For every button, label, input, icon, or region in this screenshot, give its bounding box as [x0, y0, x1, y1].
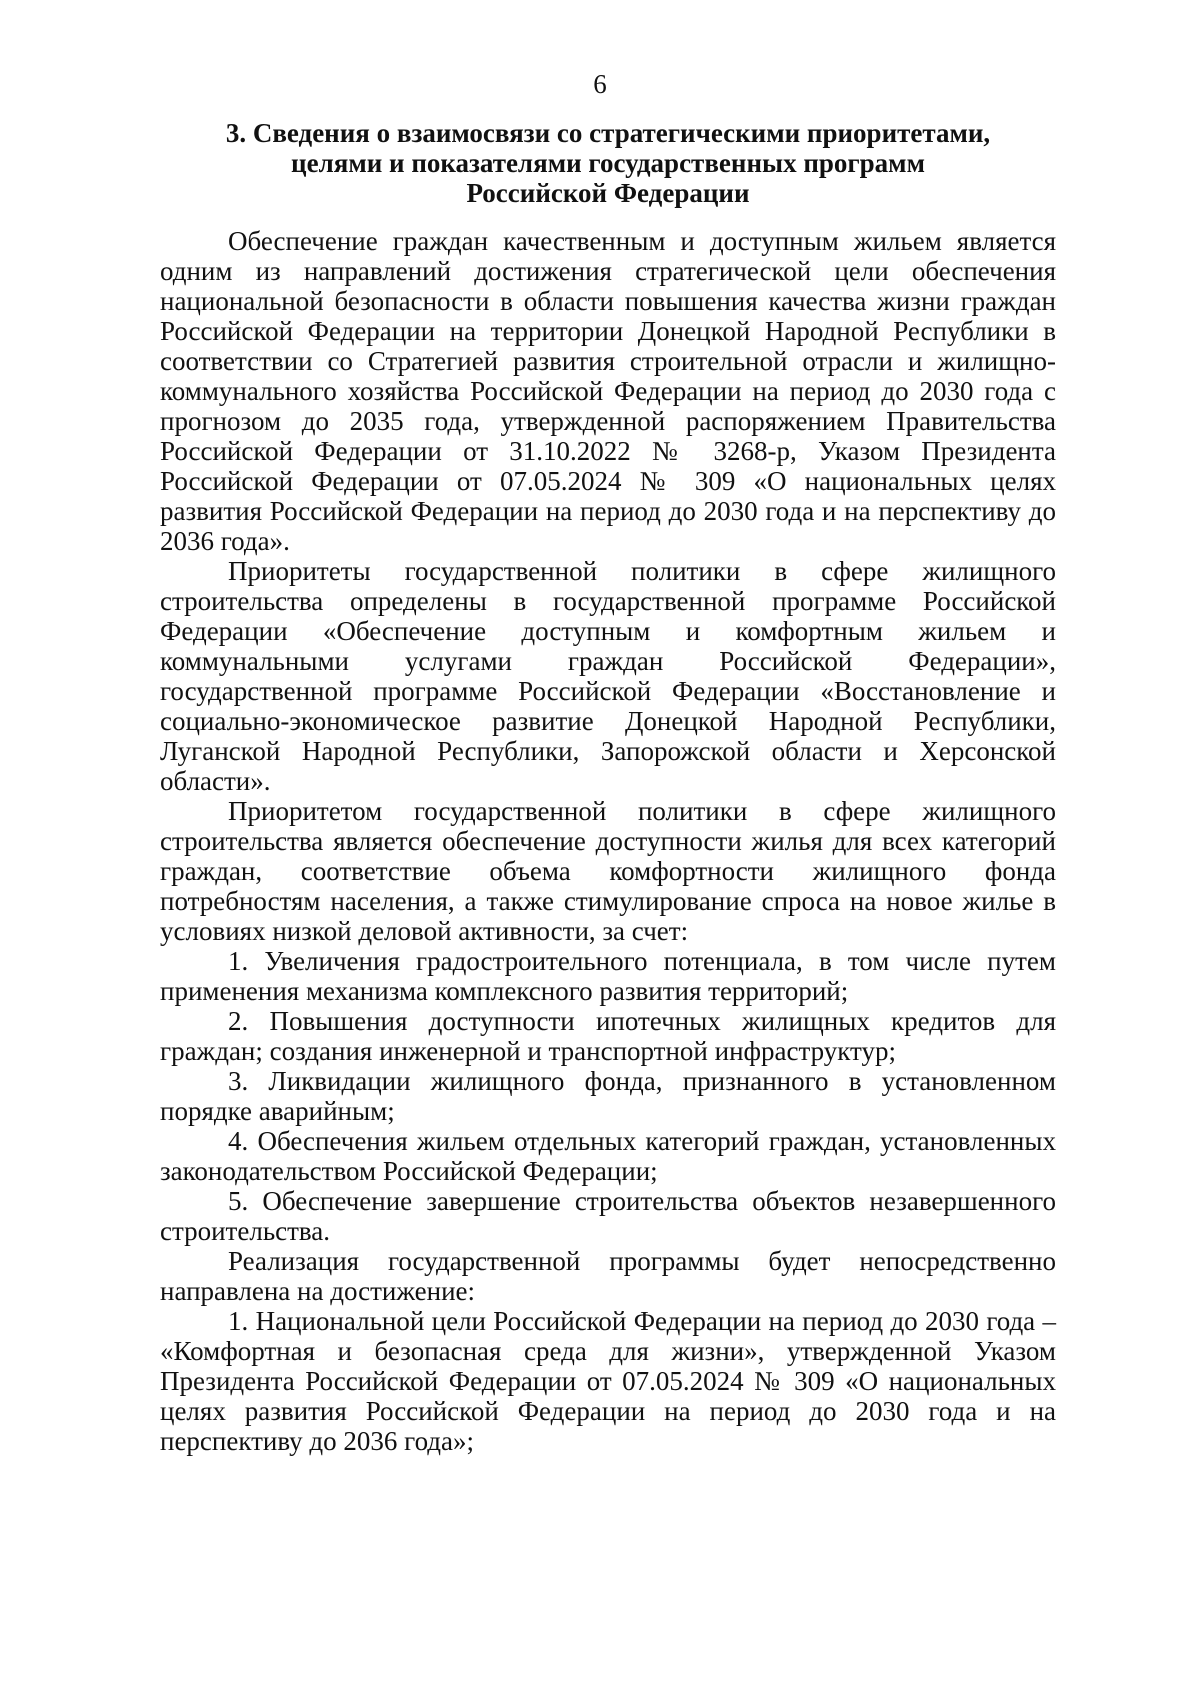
paragraph-strategic-goal: Обеспечение граждан качественным и доступным жильем является одним из направлений достижения стратегической цели обеспечения национальной безопасности в области повышения качества жизни граждан Российской Федерации на территории Донецкой Народной Республики в соответствии со Стратегией развития строительной отрасли и жилищно-коммунального хозяйства Российской Федерации на период до 2030 года с прогнозом до 2035 года, утвержденной распоряжением Правительства Российской Федерации от 31.10.2022 № 3268-р, Указом Президента Российской Федерации от 07.05.2024 № 309 «О национальных целях развития Российской Федерации на период до 2030 года и на перспективу до 2036 года».	[160, 226, 1056, 556]
list-item-2: 2. Повышения доступности ипотечных жилищных кредитов для граждан; создания инженерной и транспортной инфраструктур;	[160, 1006, 1056, 1066]
paragraph-program-implementation: Реализация государственной программы будет непосредственно направлена на достижение:	[160, 1246, 1056, 1306]
document-body	[160, 226, 1056, 1456]
section-title-line-3: Российской Федерации	[466, 178, 750, 208]
section-title	[160, 118, 1056, 208]
list-item-4: 4. Обеспечения жильем отдельных категорий граждан, установленных законодательством Российской Федерации;	[160, 1126, 1056, 1186]
list-item-5: 5. Обеспечение завершение строительства объектов незавершенного строительства.	[160, 1186, 1056, 1246]
paragraph-policy-priority: Приоритетом государственной политики в сфере жилищного строительства является обеспечение доступности жилья для всех категорий граждан, соответствие объема комфортности жилищного фонда потребностям населения, а также стимулирование спроса на новое жилье в условиях низкой деловой активности, за счет:	[160, 796, 1056, 946]
goal-item-1: 1. Национальной цели Российской Федерации на период до 2030 года – «Комфортная и безопасная среда для жизни», утвержденной Указом Президента Российской Федерации от 07.05.2024 № 309 «О национальных целях развития Российской Федерации на период до 2030 года и на перспективу до 2036 года»;	[160, 1306, 1056, 1456]
paragraph-policy-priorities: Приоритеты государственной политики в сфере жилищного строительства определены в государственной программе Российской Федерации «Обеспечение доступным и комфортным жильем и коммунальными услугами граждан Российской Федерации», государственной программе Российской Федерации «Восстановление и социально-экономическое развитие Донецкой Народной Республики, Луганской Народной Республики, Запорожской области и Херсонской области».	[160, 556, 1056, 796]
list-item-1: 1. Увеличения градостроительного потенциала, в том числе путем применения механизма комплексного развития территорий;	[160, 946, 1056, 1006]
section-title-line-1: 3. Сведения о взаимосвязи со стратегическими приоритетами,	[225, 118, 991, 148]
list-item-3: 3. Ликвидации жилищного фонда, признанного в установленном порядке аварийным;	[160, 1066, 1056, 1126]
page-number: 6	[593, 69, 607, 99]
section-title-line-2: целями и показателями государственных программ	[291, 148, 925, 178]
